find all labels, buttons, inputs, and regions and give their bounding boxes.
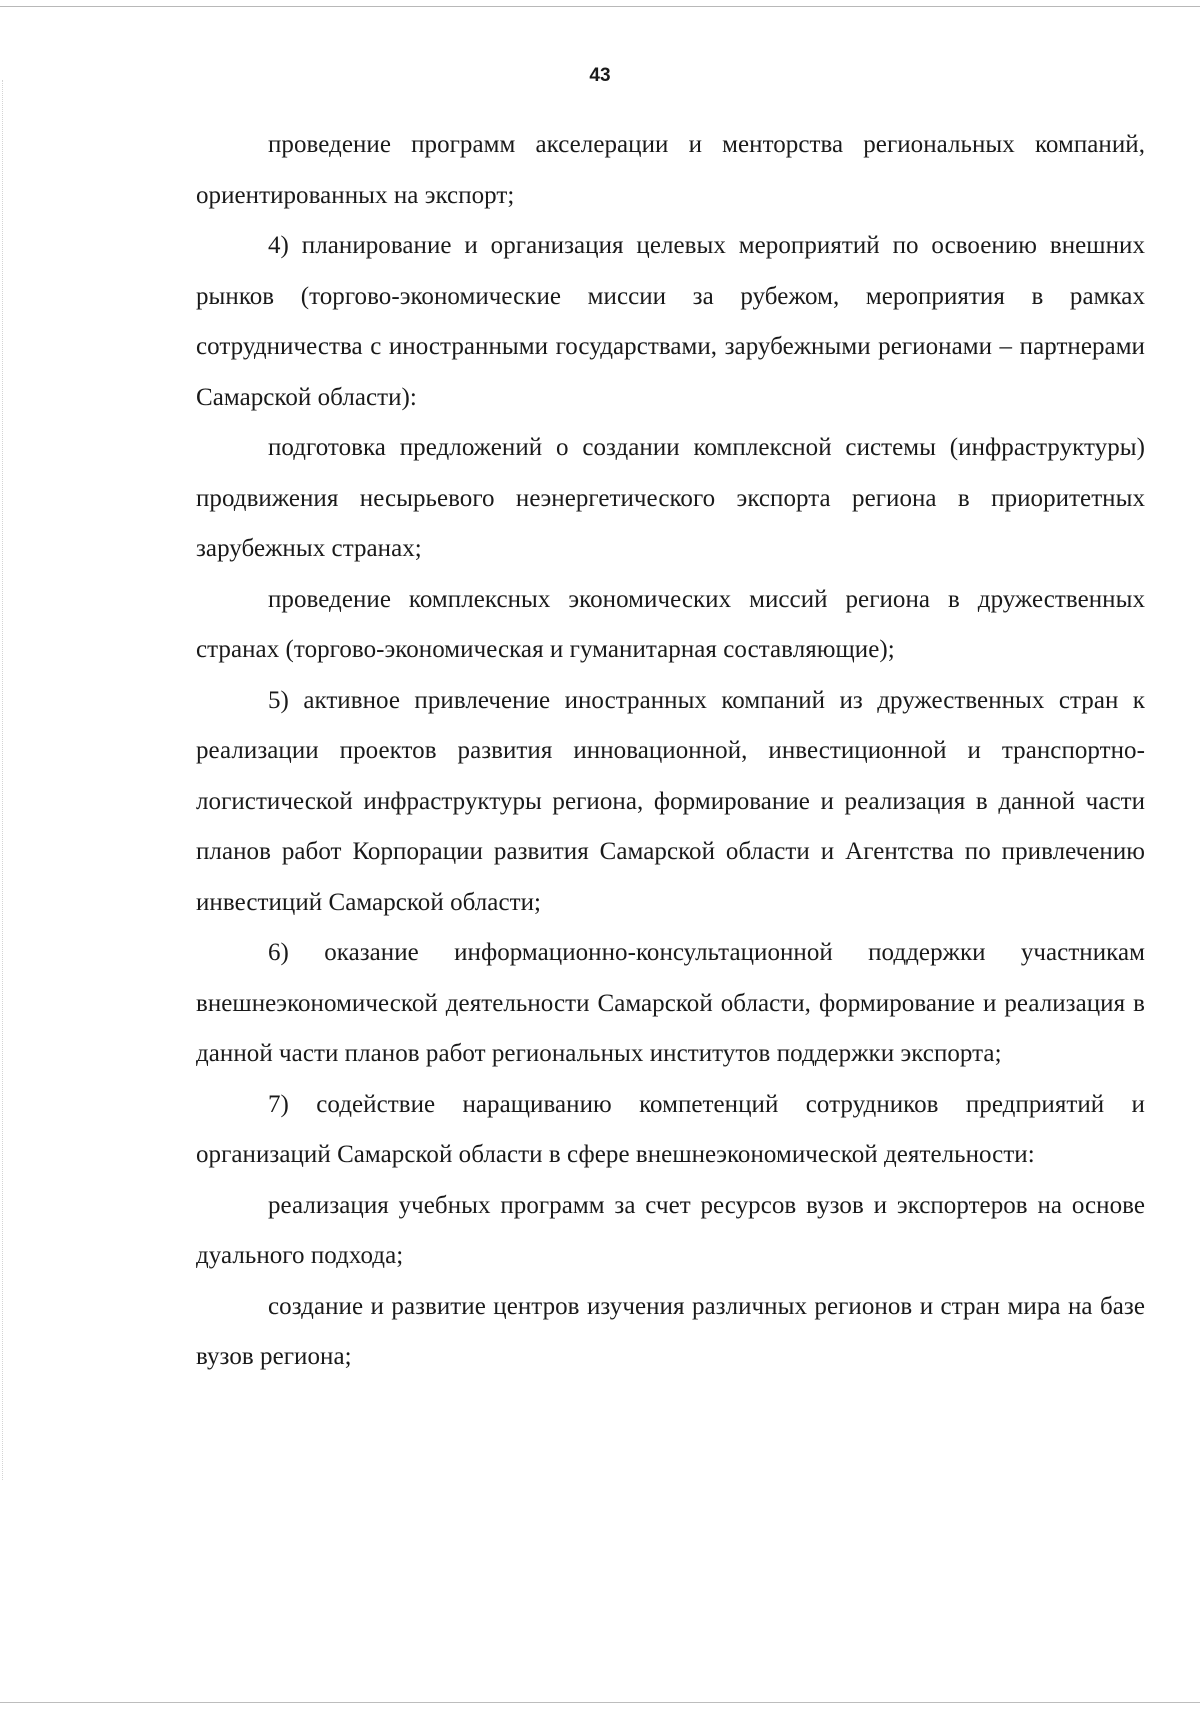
page-number: 43 (589, 65, 611, 86)
scan-edge-bottom (0, 1702, 1200, 1703)
scan-edge-left (2, 80, 3, 1480)
document-body (196, 120, 1145, 1383)
paragraph-training-programs: реализация учебных программ за счет ресурсов вузов и экспортеров на основе дуального подхода; (196, 1191, 1145, 1269)
paragraph-research-centers: создание и развитие центров изучения различных регионов и стран мира на базе вузов региона; (196, 1292, 1145, 1370)
paragraph-item-6: 6) оказание информационно-консультационной поддержки участникам внешнеэкономической деятельности Самарской области, формирование и реализация в данной части планов работ региональных институтов поддержки экспорта; (196, 939, 1145, 1067)
paragraph-item-5: 5) активное привлечение иностранных компаний из дружественных стран к реализации проектов развития инновационной, инвестиционной и транспортно-логистической инфраструктуры региона, формирование и реализация в данной части планов работ Корпорации развития Самарской области и Агентства по привлечению инвестиций Самарской области; (196, 686, 1145, 916)
paragraph-economic-missions: проведение комплексных экономических миссий региона в дружественных странах (торгово-экономическая и гуманитарная составляющие); (196, 585, 1145, 663)
scan-edge-top (0, 6, 1200, 7)
paragraph-item-7: 7) содействие наращиванию компетенций сотрудников предприятий и организаций Самарской области в сфере внешнеэкономической деятельности: (196, 1090, 1145, 1168)
paragraph-acceleration-programs: проведение программ акселерации и менторства региональных компаний, ориентированных на экспорт; (196, 131, 1145, 209)
paragraph-infrastructure-proposals: подготовка предложений о создании комплексной системы (инфраструктуры) продвижения несырьевого неэнергетического экспорта региона в приоритетных зарубежных странах; (196, 434, 1145, 562)
paragraph-item-4: 4) планирование и организация целевых мероприятий по освоению внешних рынков (торгово-экономические миссии за рубежом, мероприятия в рамках сотрудничества с иностранными государствами, зарубежными регионами – партнерами Самарской области): (196, 232, 1145, 411)
